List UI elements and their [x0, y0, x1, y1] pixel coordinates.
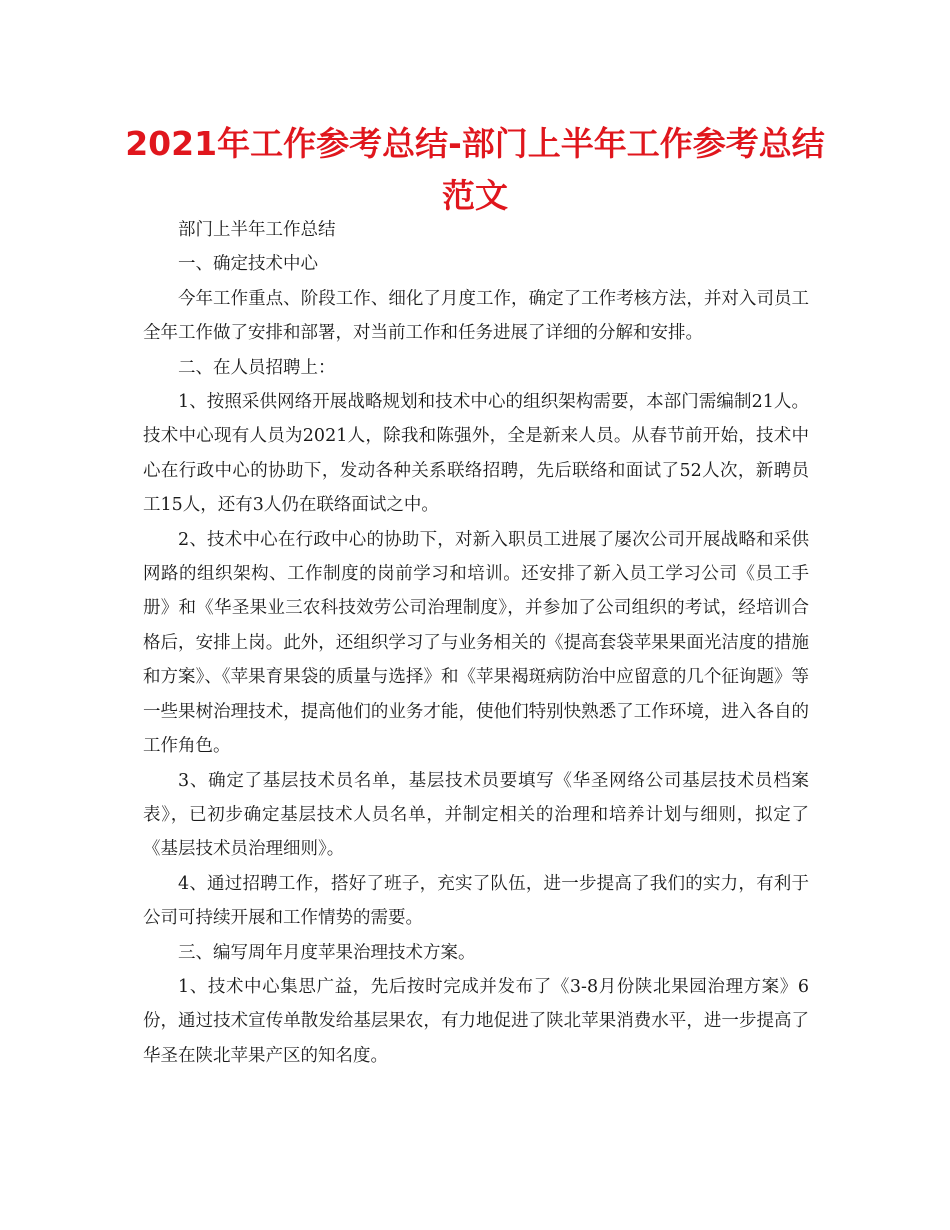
paragraph-heading-3: 三、编写周年月度苹果治理技术方案。 [178, 942, 476, 963]
paragraph: 3、确定了基层技术员名单，基层技术员要填写《华圣网络公司基层技术员档案表》，已初步确定基层技术人员名单，并制定相关的治理和培养计划与细则，拟定了《基层技术员治理细则》。 [143, 770, 809, 860]
paragraph: 2、技术中心在行政中心的协助下，对新入职员工进展了屡次公司开展战略和采供网路的组织架构、工作制度的岗前学习和培训。还安排了新入员工学习公司《员工手册》和《华圣果业三农科技效劳公司治理制度》，并参加了公司组织的考试，经培训合格后，安排上岗。此外，还组织学习了与业务相关的《提高套袋苹果果面光洁度的措施和方案》、《苹果育果袋的质量与选择》和《苹果褐斑病防治中应留意的几个征询题》等一些果树治理技术，提高他们的业务才能，使他们特别快熟悉了工作环境，进入各自的工作角色。 [143, 529, 809, 757]
paragraph-subtitle: 部门上半年工作总结 [178, 220, 336, 240]
document-title: 2021年工作参考总结-部门上半年工作参考总结范文 [125, 124, 825, 215]
paragraph: 今年工作重点、阶段工作、细化了月度工作，确定了工作考核方法，并对入司员工全年工作做了安排和部署，对当前工作和任务进展了详细的分解和安排。 [143, 288, 809, 344]
paragraph: 1、按照采供网络开展战略规划和技术中心的组织架构需要，本部门需编制21人。技术中心现有人员为2021人，除我和陈强外，全是新来人员。从春节前开始，技术中心在行政中心的协助下，发动各种关系联络招聘，先后联络和面试了52人次，新聘员工15人，还有3人仍在联络面试之中。 [143, 392, 809, 516]
paragraph-heading-2: 二、在人员招聘上： [178, 357, 336, 378]
paragraph: 1、技术中心集思广益，先后按时完成并发布了《3-8月份陕北果园治理方案》6份，通过技术宣传单散发给基层果农，有力地促进了陕北苹果消费水平，进一步提高了华圣在陕北苹果产区的知名度。 [143, 976, 809, 1066]
paragraph-heading-1: 一、确定技术中心 [178, 254, 318, 275]
paragraph: 4、通过招聘工作，搭好了班子，充实了队伍，进一步提高了我们的实力，有利于公司可持续开展和工作情势的需要。 [143, 873, 809, 929]
document-body [143, 213, 809, 1073]
